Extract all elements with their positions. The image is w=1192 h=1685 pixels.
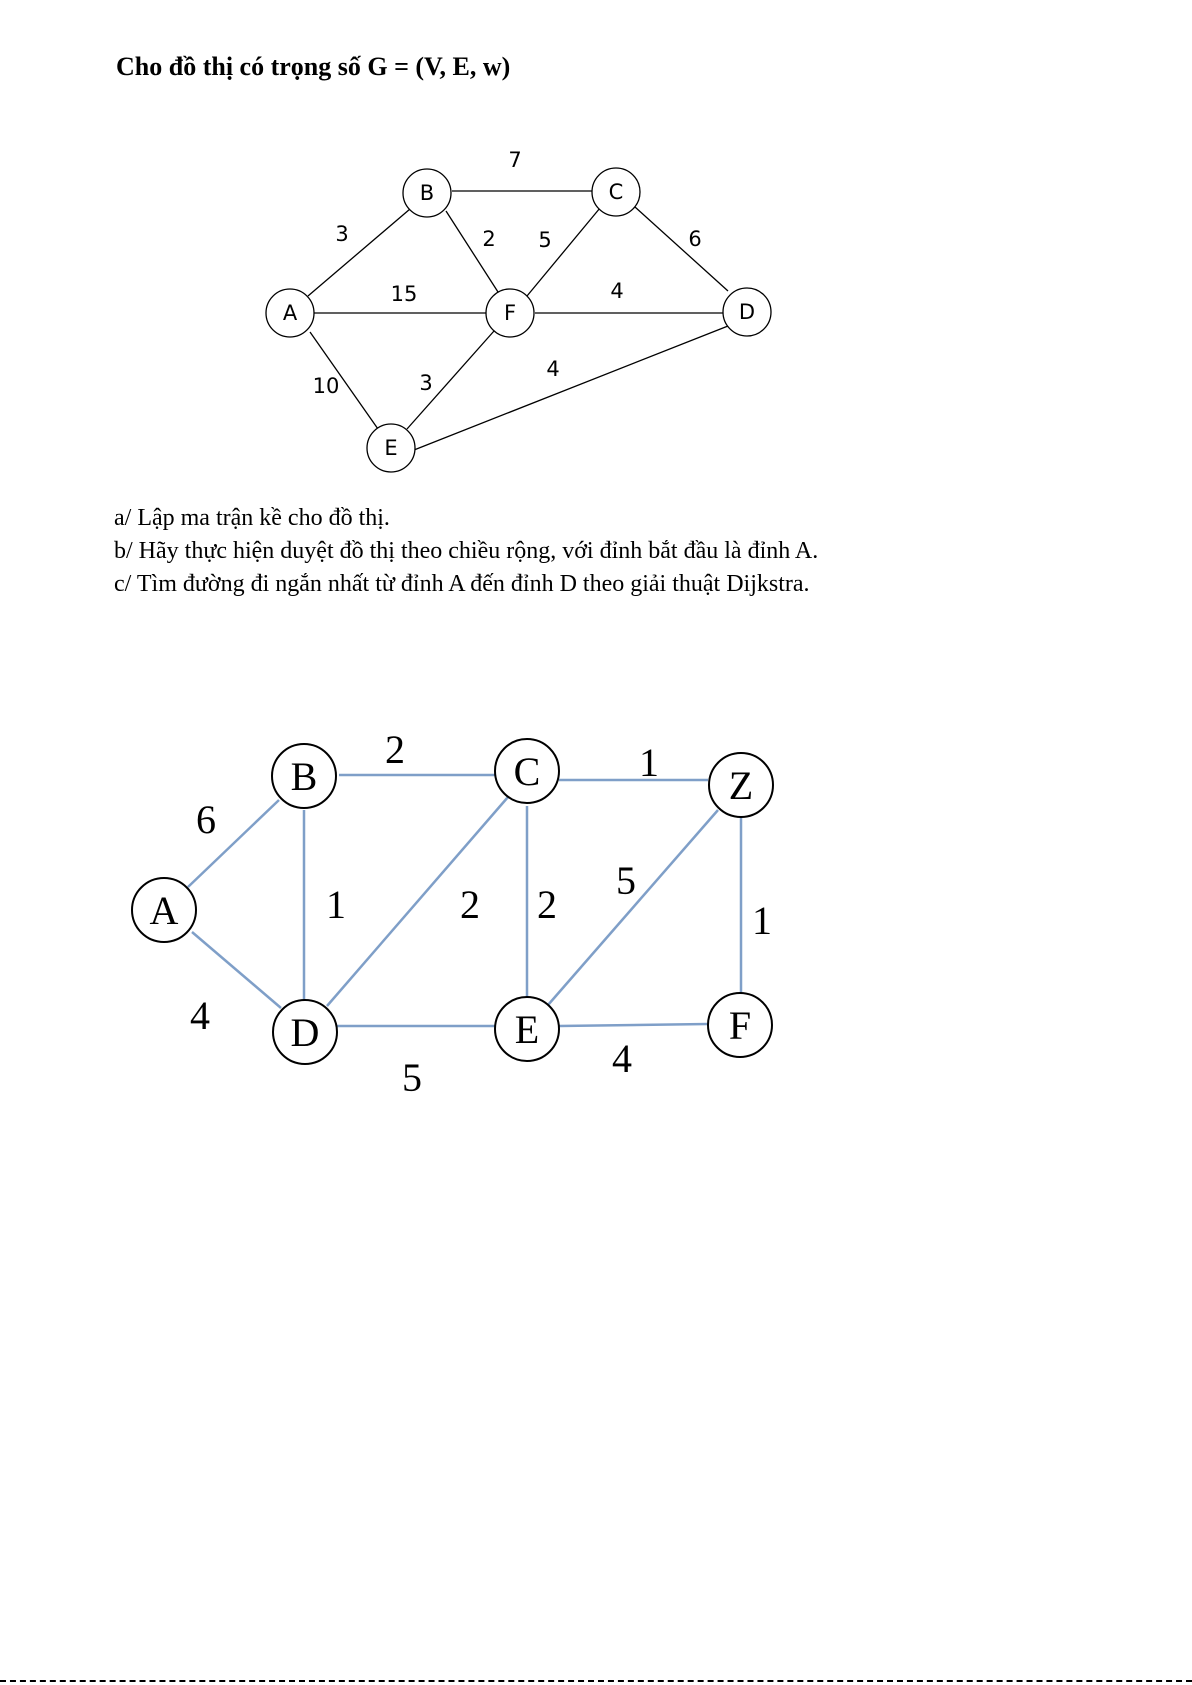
g2-weight-D-C: 2 [460, 882, 480, 927]
document-title: Cho đồ thị có trọng số G = (V, E, w) [116, 52, 511, 81]
g2-edge-D-C [327, 797, 508, 1006]
g2-label-B: B [290, 754, 318, 799]
g1-weight-E-D: 4 [546, 357, 560, 381]
g1-weight-B-F: 2 [482, 227, 496, 251]
g1-label-B: B [419, 181, 435, 205]
g2-weight-A-D: 4 [190, 993, 210, 1038]
g1-weight-A-B: 3 [335, 222, 349, 246]
question-b: b/ Hãy thực hiện duyệt đồ thị theo chiều rộng, với đỉnh bắt đầu là đỉnh A. [114, 538, 819, 564]
g1-weight-A-E: 10 [312, 374, 340, 398]
question-c: c/ Tìm đường đi ngắn nhất từ đỉnh A đến đỉnh D theo giải thuật Dijkstra. [114, 571, 810, 597]
g1-label-D: D [738, 300, 756, 324]
g2-label-D: D [290, 1010, 320, 1055]
g2-weight-C-E: 2 [537, 882, 557, 927]
g1-label-F: F [503, 301, 517, 325]
g1-weight-C-F: 5 [538, 228, 552, 252]
g2-edge-E-Z [548, 810, 718, 1005]
g1-weight-C-D: 6 [688, 227, 702, 251]
g2-weight-D-E: 5 [402, 1055, 422, 1100]
g1-label-A: A [282, 301, 298, 325]
g2-label-C: C [513, 749, 541, 794]
g2-weight-B-D: 1 [326, 882, 346, 927]
page-bottom-rule [0, 1680, 1192, 1682]
g2-label-F: F [728, 1003, 752, 1048]
g1-weight-A-F: 15 [390, 282, 418, 306]
question-a: a/ Lập ma trận kề cho đồ thị. [114, 505, 390, 531]
g1-weight-F-D: 4 [610, 279, 624, 303]
g2-weight-C-Z: 1 [639, 740, 659, 785]
g2-edge-E-F [559, 1024, 708, 1026]
g1-label-E: E [384, 436, 398, 460]
g1-label-C: C [608, 180, 624, 204]
g2-label-A: A [149, 888, 179, 933]
g2-weight-E-Z: 5 [616, 858, 636, 903]
g2-label-Z: Z [728, 763, 754, 808]
g2-weight-Z-F: 1 [752, 898, 772, 943]
g2-weight-E-F: 4 [612, 1036, 632, 1081]
g2-weight-A-B: 6 [196, 797, 216, 842]
g2-weight-B-C: 2 [385, 727, 405, 772]
g1-weight-B-C: 7 [508, 148, 522, 172]
g2-label-E: E [514, 1007, 540, 1052]
g1-weight-E-F: 3 [419, 371, 433, 395]
